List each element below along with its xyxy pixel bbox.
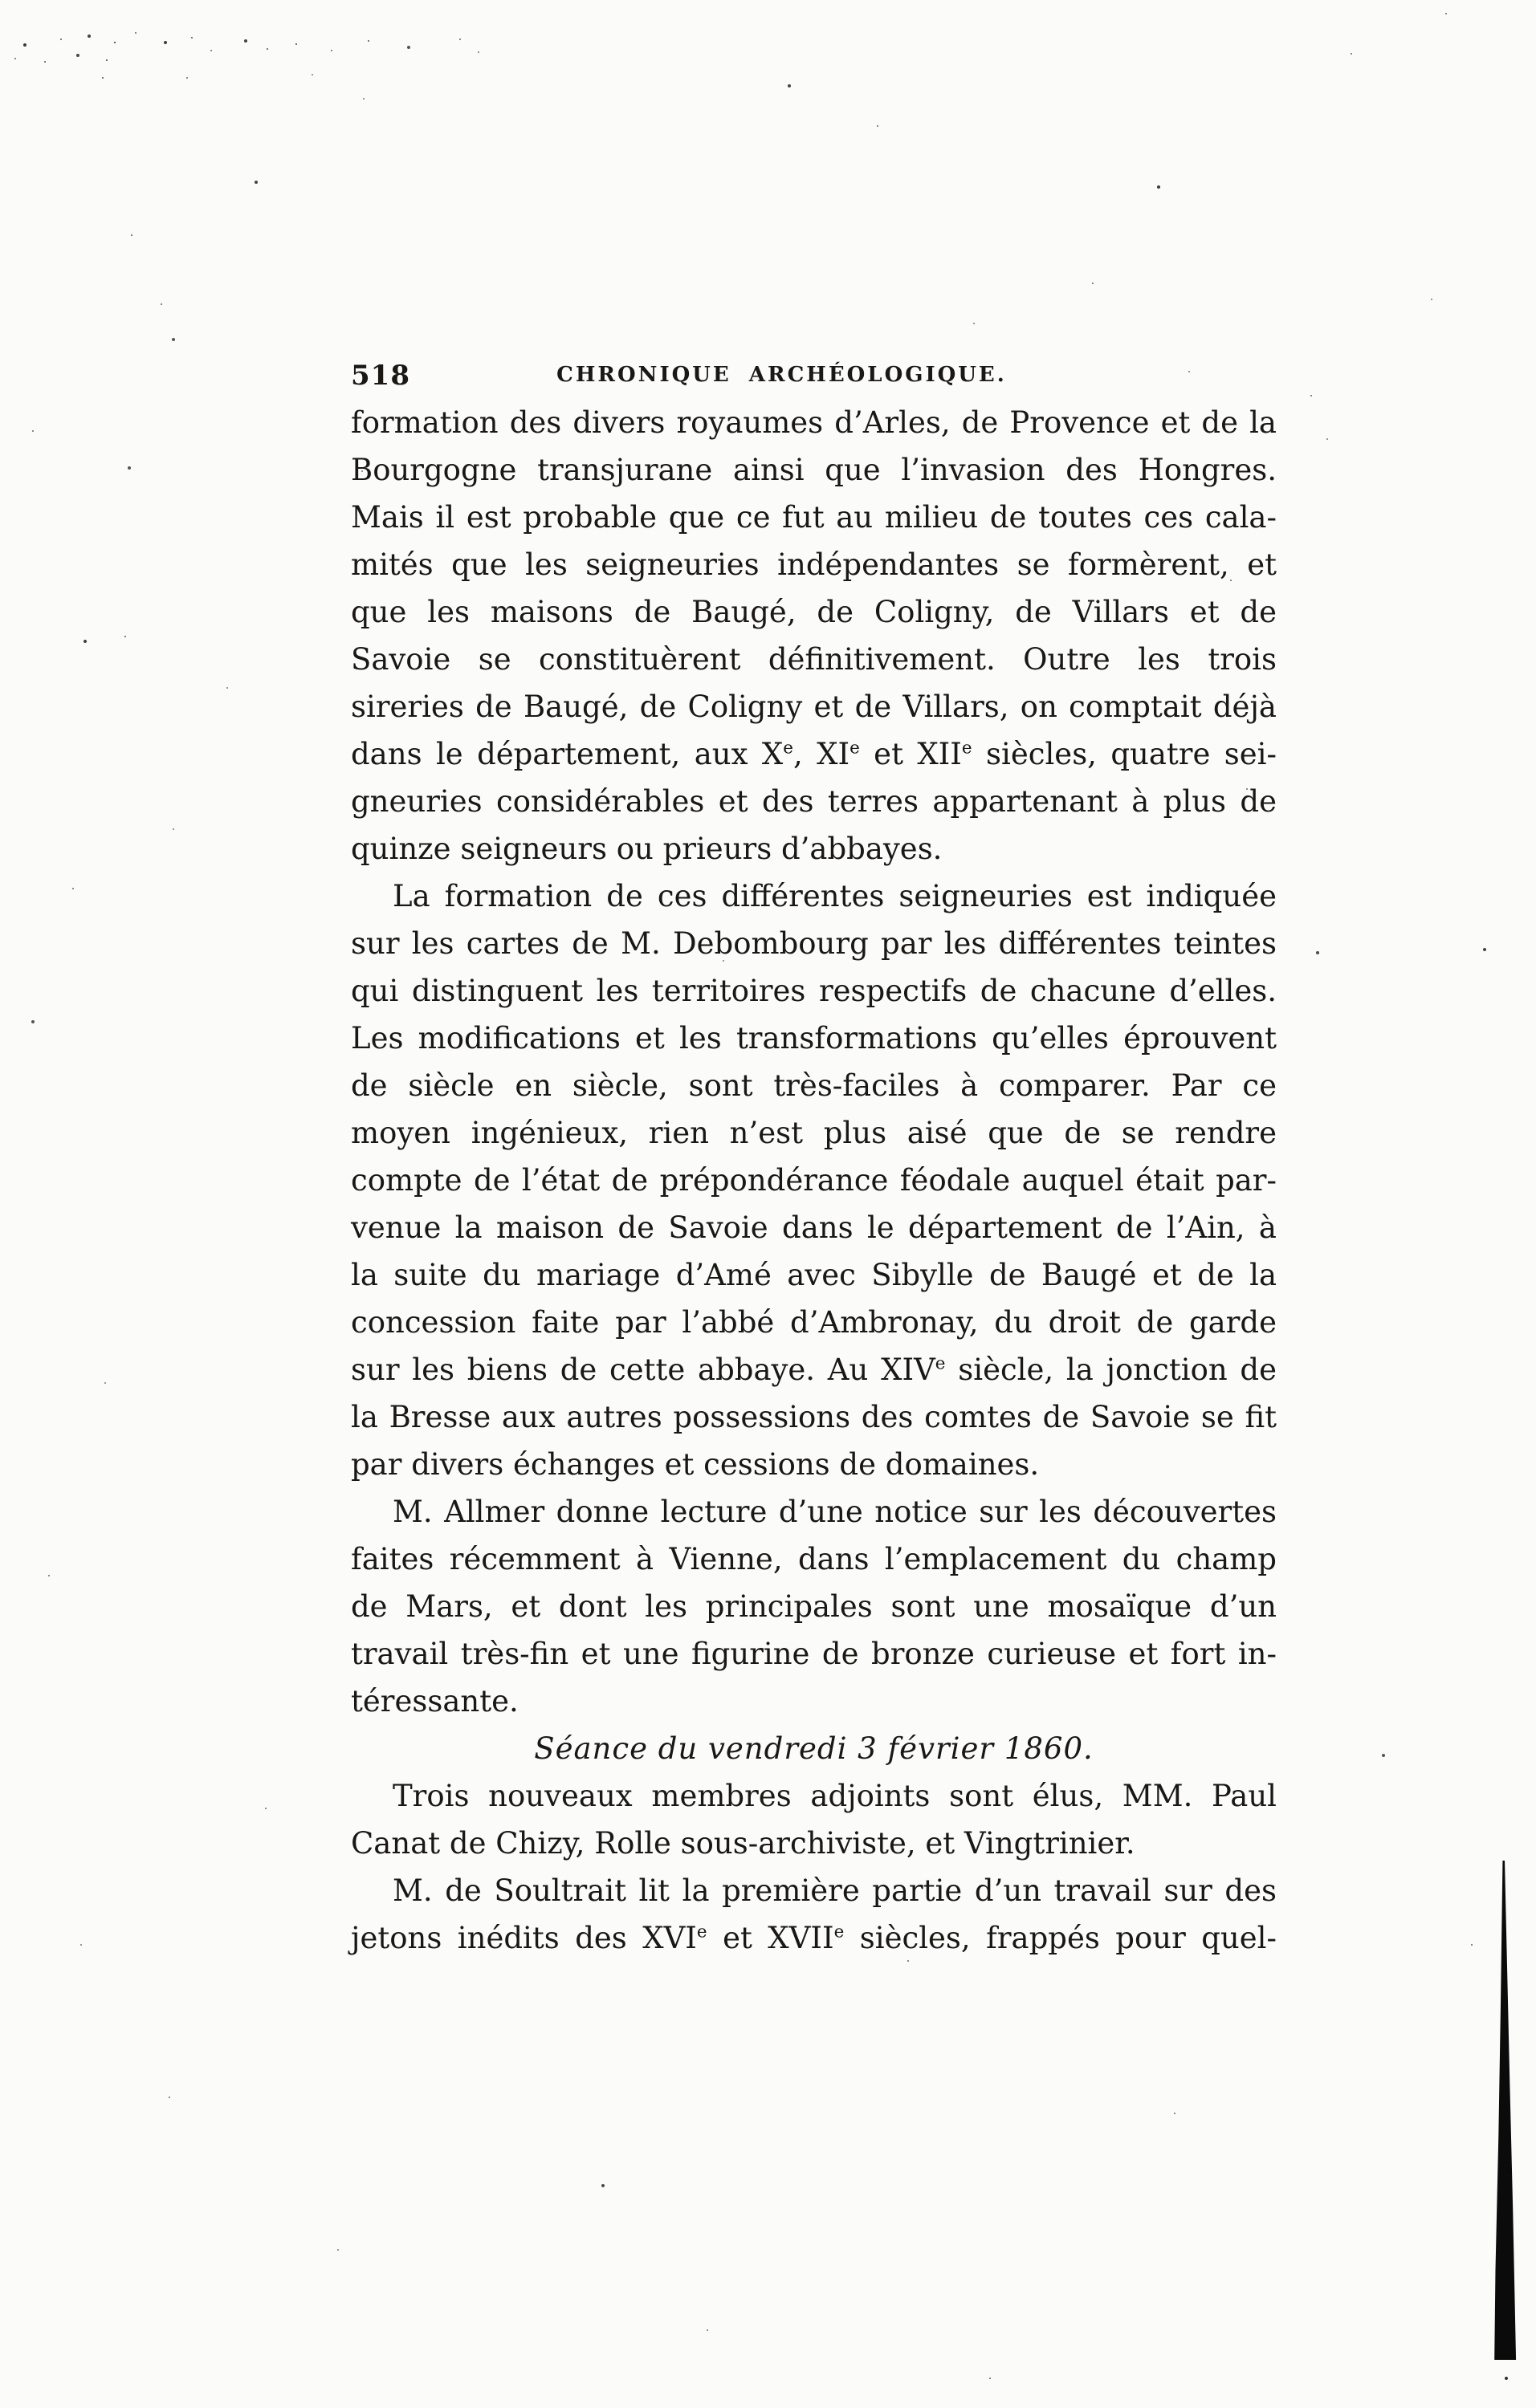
text-line: Les modifications et les transformations qu’elles éprouvent (351, 1021, 1277, 1056)
text-line: qui distinguent les territoires respectifs de chacune d’elles. (351, 974, 1277, 1008)
text-line: de Mars, et dont les principales sont une mosaïque d’un (351, 1589, 1277, 1624)
text-line: par divers échanges et cessions de domaines. (351, 1447, 1040, 1482)
text-line: que les maisons de Baugé, de Coligny, de Villars et de (351, 595, 1277, 629)
text-block (351, 399, 1277, 1962)
text-line: moyen ingénieux, rien n’est plus aisé que de se rendre (351, 1116, 1277, 1150)
scan-gutter-shadow (1492, 1861, 1518, 2360)
text-line: M. de Soultrait lit la première partie d’un travail sur des (393, 1873, 1277, 1908)
session-heading: Séance du vendredi 3 février 1860. (534, 1731, 1094, 1766)
text-line: sireries de Baugé, de Coligny et de Villars, on comptait déjà (351, 689, 1277, 724)
page-number: 518 (351, 360, 410, 392)
text-line: sur les cartes de M. Debombourg par les différentes teintes (351, 926, 1277, 961)
page-header (351, 355, 1277, 398)
text-line: Bourgogne transjurane ainsi que l’invasion des Hongres. (351, 453, 1277, 487)
text-line: Trois nouveaux membres adjoints sont élus, MM. Paul (393, 1779, 1277, 1813)
text-line: la suite du mariage d’Amé avec Sibylle de Baugé et de la (351, 1258, 1277, 1292)
text-line: Canat de Chizy, Rolle sous-archiviste, et Vingtrinier. (351, 1826, 1135, 1861)
text-line: La formation de ces différentes seigneuries est indiquée (393, 879, 1277, 913)
text-line: Mais il est probable que ce fut au milieu de toutes ces cala- (351, 500, 1277, 535)
running-title: CHRONIQUE ARCHÉOLOGIQUE. (556, 363, 1007, 387)
text-line: faites récemment à Vienne, dans l’emplacement du champ (351, 1542, 1277, 1576)
text-line: compte de l’état de prépondérance féodale auquel était par- (351, 1163, 1277, 1198)
text-line: quinze seigneurs ou prieurs d’abbayes. (351, 832, 943, 866)
text-line: jetons inédits des XVIe et XVIIe siècles, frappés pour quel- (351, 1921, 1277, 1955)
text-line: dans le département, aux Xe, XIe et XIIe siècles, quatre sei- (351, 737, 1277, 771)
text-line: Savoie se constituèrent définitivement. Outre les trois (351, 642, 1277, 677)
text-line: venue la maison de Savoie dans le département de l’Ain, à (351, 1210, 1277, 1245)
text-line: travail très-fin et une figurine de bronze curieuse et fort in- (351, 1637, 1277, 1671)
text-line: téressante. (351, 1684, 519, 1719)
text-line: sur les biens de cette abbaye. Au XIVe siècle, la jonction de (351, 1352, 1277, 1387)
text-line: de siècle en siècle, sont très-faciles à comparer. Par ce (351, 1068, 1277, 1103)
scan-noise (0, 0, 2, 2)
text-line: formation des divers royaumes d’Arles, de Provence et de la (351, 405, 1277, 440)
text-line: la Bresse aux autres possessions des comtes de Savoie se fit (351, 1400, 1277, 1434)
text-line: gneuries considérables et des terres appartenant à plus de (351, 784, 1277, 819)
text-line: mités que les seigneuries indépendantes se formèrent, et (351, 547, 1277, 582)
text-line: concession faite par l’abbé d’Ambronay, du droit de garde (351, 1305, 1277, 1340)
text-line: M. Allmer donne lecture d’une notice sur les découvertes (393, 1495, 1277, 1529)
